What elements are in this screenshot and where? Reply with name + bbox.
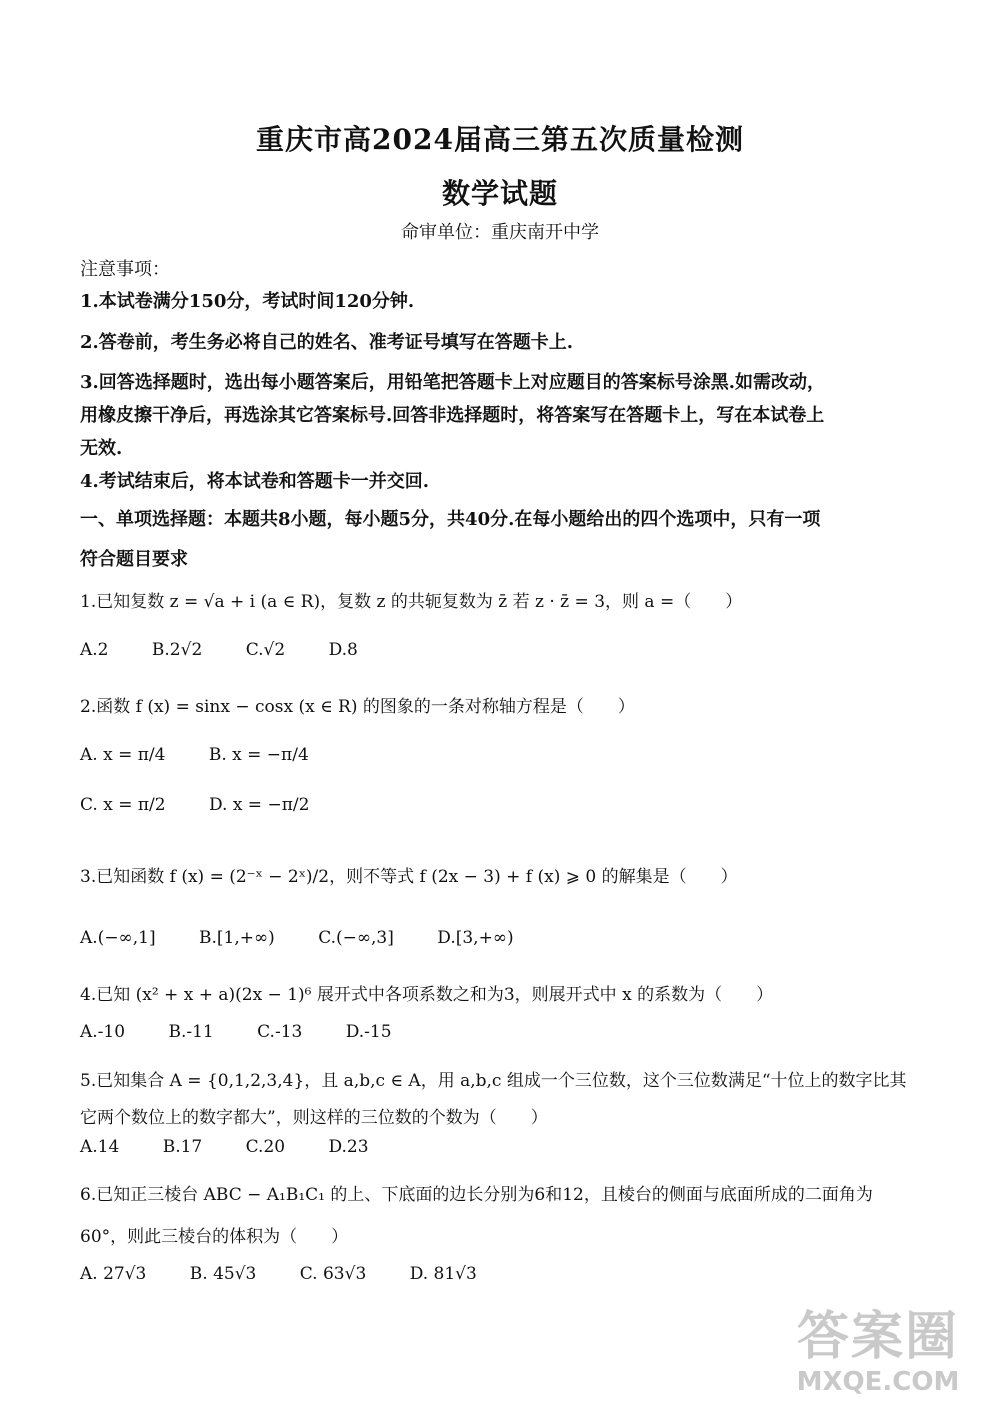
- watermark-cn: 答案圈: [796, 1307, 959, 1367]
- exam-author: 命审单位：重庆南开中学: [401, 222, 599, 243]
- note-item-3-end: 无效.: [80, 438, 123, 459]
- option-b: B.[1,+∞): [198, 928, 275, 948]
- option-b: B.2√2: [151, 640, 203, 660]
- option-a: A.(−∞,1]: [80, 928, 156, 948]
- option-d: D. 81√3: [409, 1264, 477, 1284]
- question-2-options-row-2: [80, 795, 347, 815]
- question-2-options-row-1: [80, 745, 347, 765]
- option-d: D. x = −π/2: [208, 795, 310, 815]
- question-1-options: [80, 640, 396, 660]
- watermark-en: MXQE.COM: [796, 1367, 960, 1397]
- question-3-options: [80, 928, 552, 948]
- watermark-logo: [778, 1307, 978, 1402]
- question-4: 4.已知 (x² + x + a)(2x − 1)⁶ 展开式中各项系数之和为3，则展开式中 x 的系数为（ ）: [80, 985, 774, 1005]
- option-c: C. x = π/2: [80, 795, 166, 815]
- note-item-4: 4.考试结束后，将本试卷和答题卡一并交回.: [80, 471, 430, 492]
- note-item-2: 2.答卷前，考生务必将自己的姓名、准考证号填写在答题卡上.: [80, 332, 574, 353]
- question-5-cont: 它两个数位上的数字都大”，则这样的三位数的个数为（ ）: [80, 1108, 548, 1128]
- question-2: 2.函数 f (x) = sinx − cosx (x ∈ R) 的图象的一条对称轴方程是（ ）: [80, 697, 635, 717]
- section-heading-cont: 符合题目要求: [80, 549, 188, 570]
- option-a: A.-10: [80, 1022, 126, 1042]
- notes-heading: 注意事项：: [80, 259, 170, 280]
- question-6: 6.已知正三棱台 ABC − A₁B₁C₁ 的上、下底面的边长分别为6和12，且棱台的侧面与底面所成的二面角为: [80, 1185, 873, 1205]
- question-6-cont: 60°，则此三棱台的体积为（ ）: [80, 1227, 349, 1247]
- option-c: C.(−∞,3]: [318, 928, 394, 948]
- option-a: A. x = π/4: [80, 745, 166, 765]
- question-1: 1.已知复数 z = √a + i (a ∈ R)，复数 z 的共轭复数为 z̄ 若 z · z̄ = 3，则 a =（ ）: [80, 592, 743, 612]
- option-a: A. 27√3: [80, 1264, 147, 1284]
- option-d: D.-15: [345, 1022, 392, 1042]
- exam-subject: 数学试题: [441, 177, 558, 210]
- option-a: A.2: [80, 640, 109, 660]
- question-6-options: [80, 1264, 515, 1284]
- option-c: C.-13: [257, 1022, 303, 1042]
- question-5: 5.已知集合 A = {0,1,2,3,4}，且 a,b,c ∈ A，用 a,b,c 组成一个三位数，这个三位数满足“十位上的数字比其: [80, 1071, 907, 1091]
- option-a: A.14: [80, 1137, 120, 1157]
- option-b: B.17: [162, 1137, 203, 1157]
- option-c: C.20: [245, 1137, 286, 1157]
- note-item-3: 3.回答选择题时，选出每小题答案后，用铅笔把答题卡上对应题目的答案标号涂黑.如需改动，: [80, 372, 826, 393]
- question-3: 3.已知函数 f (x) = (2⁻ˣ − 2ˣ)/2，则不等式 f (2x − 3) + f (x) ⩾ 0 的解集是（ ）: [80, 867, 738, 887]
- note-item-3-cont: 用橡皮擦干净后，再选涂其它答案标号.回答非选择题时，将答案写在答题卡上，写在本试卷上: [80, 405, 825, 426]
- option-d: D.8: [328, 640, 358, 660]
- option-b: B. x = −π/4: [208, 745, 309, 765]
- option-d: D.23: [328, 1137, 369, 1157]
- section-heading: 一、单项选择题：本题共8小题，每小题5分，共40分.在每小题给出的四个选项中，只有一项: [80, 509, 821, 530]
- exam-title: 重庆市高2024届高三第五次质量检测: [256, 123, 744, 156]
- option-c: C.√2: [245, 640, 286, 660]
- option-d: D.[3,+∞): [437, 928, 514, 948]
- question-5-options: [80, 1137, 407, 1157]
- option-c: C. 63√3: [299, 1264, 367, 1284]
- question-4-options: [80, 1022, 430, 1042]
- note-item-1: 1.本试卷满分150分，考试时间120分钟.: [80, 291, 415, 312]
- option-b: B. 45√3: [189, 1264, 257, 1284]
- option-b: B.-11: [168, 1022, 214, 1042]
